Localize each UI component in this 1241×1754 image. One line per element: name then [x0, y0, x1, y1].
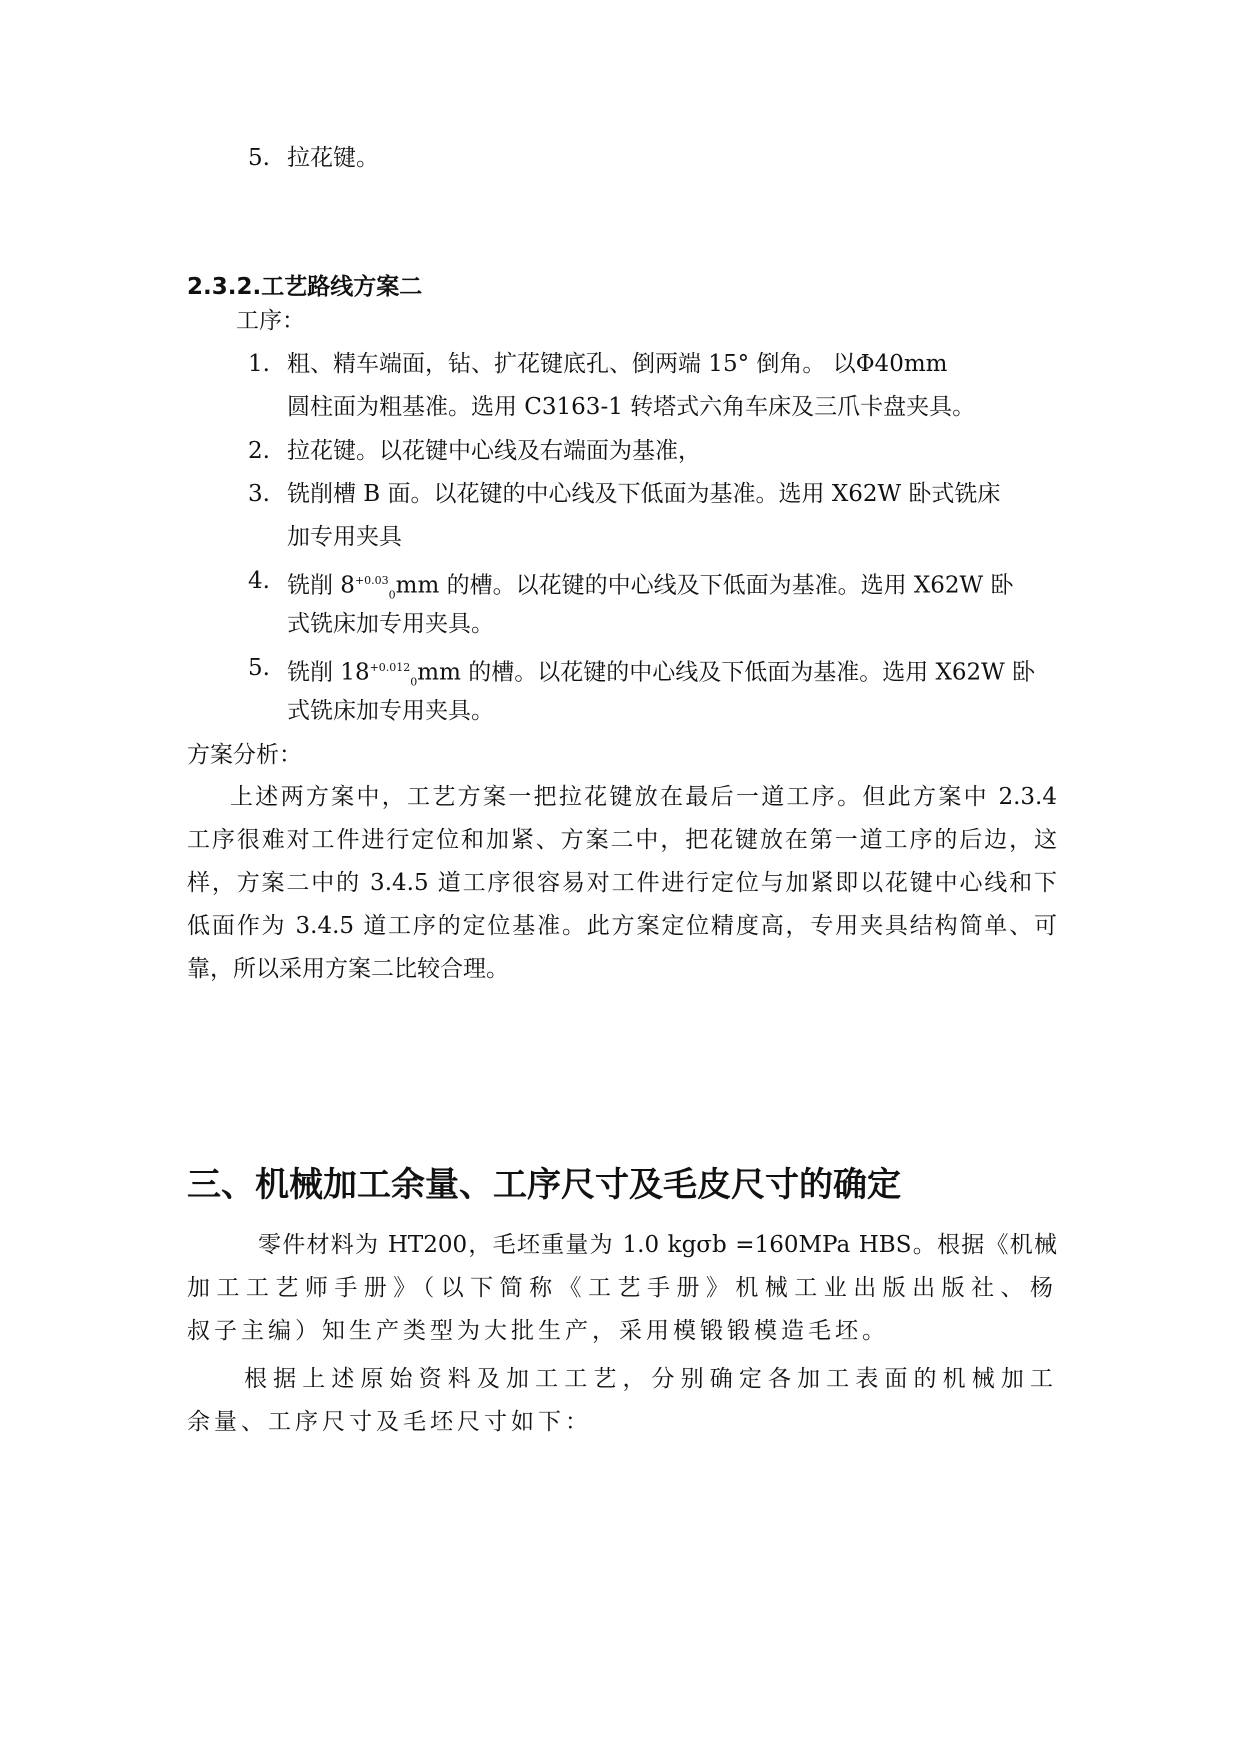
paragraph-line: 零件材料为 HT200，毛坯重量为 1.0 kgσb =160MPa HBS。根据《机械: [258, 1232, 1057, 1258]
step-number: 3.: [248, 481, 270, 507]
step-text-line: 铣削槽 B 面。以花键的中心线及下低面为基准。选用 X62W 卧式铣床: [287, 481, 1001, 507]
step-number: 1.: [248, 351, 270, 377]
step-number: 4.: [248, 568, 270, 594]
step-text-pre: 铣削 8: [287, 572, 355, 599]
step-text-line: [287, 566, 1014, 610]
chapter-heading: 三、机械加工余量、工序尺寸及毛皮尺寸的确定: [187, 1165, 901, 1205]
paragraph-line: 根据上述原始资料及加工工艺，分别确定各加工表面的机械加工: [244, 1366, 1057, 1392]
step-text-line: [287, 653, 1035, 697]
process-label: 工序：: [236, 308, 305, 334]
step-text-pre: 铣削 18: [287, 659, 370, 686]
step-text-line: 粗、精车端面，钻、扩花键底孔、倒两端 15° 倒角。 以Φ40mm: [287, 351, 948, 377]
step-text-post: mm 的槽。以花键的中心线及下低面为基准。选用 X62W 卧: [395, 572, 1014, 599]
paragraph-line: 叔子主编）知生产类型为大批生产，采用模锻锻模造毛坯。: [187, 1318, 889, 1344]
tolerance-upper: +0.012: [369, 661, 411, 674]
tolerance-lower: 0: [410, 675, 418, 689]
step-number: 5.: [248, 655, 270, 681]
section-heading: 2.3.2.工艺路线方案二: [187, 274, 423, 300]
analysis-line: 上述两方案中，工艺方案一把拉花键放在最后一道工序。但此方案中 2.3.4: [230, 784, 1057, 810]
analysis-line: 样，方案二中的 3.4.5 道工序很容易对工件进行定位与加紧即以花键中心线和下: [187, 870, 1057, 896]
analysis-line: 低面作为 3.4.5 道工序的定位基准。此方案定位精度高，专用夹具结构简单、可: [187, 913, 1057, 939]
analysis-label: 方案分析：: [187, 742, 302, 768]
analysis-line: 工序很难对工件进行定位和加紧、方案二中，把花键放在第一道工序的后边，这: [187, 827, 1057, 853]
analysis-line: 靠，所以采用方案二比较合理。: [187, 956, 509, 982]
paragraph-line: 加工工艺师手册》（以下简称《工艺手册》机械工业出版出版社、杨: [187, 1275, 1057, 1301]
step-text-line: 拉花键。以花键中心线及右端面为基准，: [287, 438, 701, 464]
list-number: 5.: [248, 145, 270, 171]
list-item-text: 拉花键。: [287, 145, 379, 171]
tolerance-upper: +0.03: [354, 574, 389, 587]
step-number: 2.: [248, 438, 270, 464]
step-text-line: 式铣床加专用夹具。: [287, 611, 494, 637]
paragraph-line: 余量、工序尺寸及毛坯尺寸如下：: [187, 1409, 592, 1435]
step-text-line: 式铣床加专用夹具。: [287, 698, 494, 724]
step-text-line: 加专用夹具: [287, 524, 402, 550]
step-text-line: 圆柱面为粗基准。选用 C3163-1 转塔式六角车床及三爪卡盘夹具。: [287, 394, 976, 420]
tolerance-lower: 0: [388, 588, 396, 602]
step-text-post: mm 的槽。以花键的中心线及下低面为基准。选用 X62W 卧: [417, 659, 1036, 686]
